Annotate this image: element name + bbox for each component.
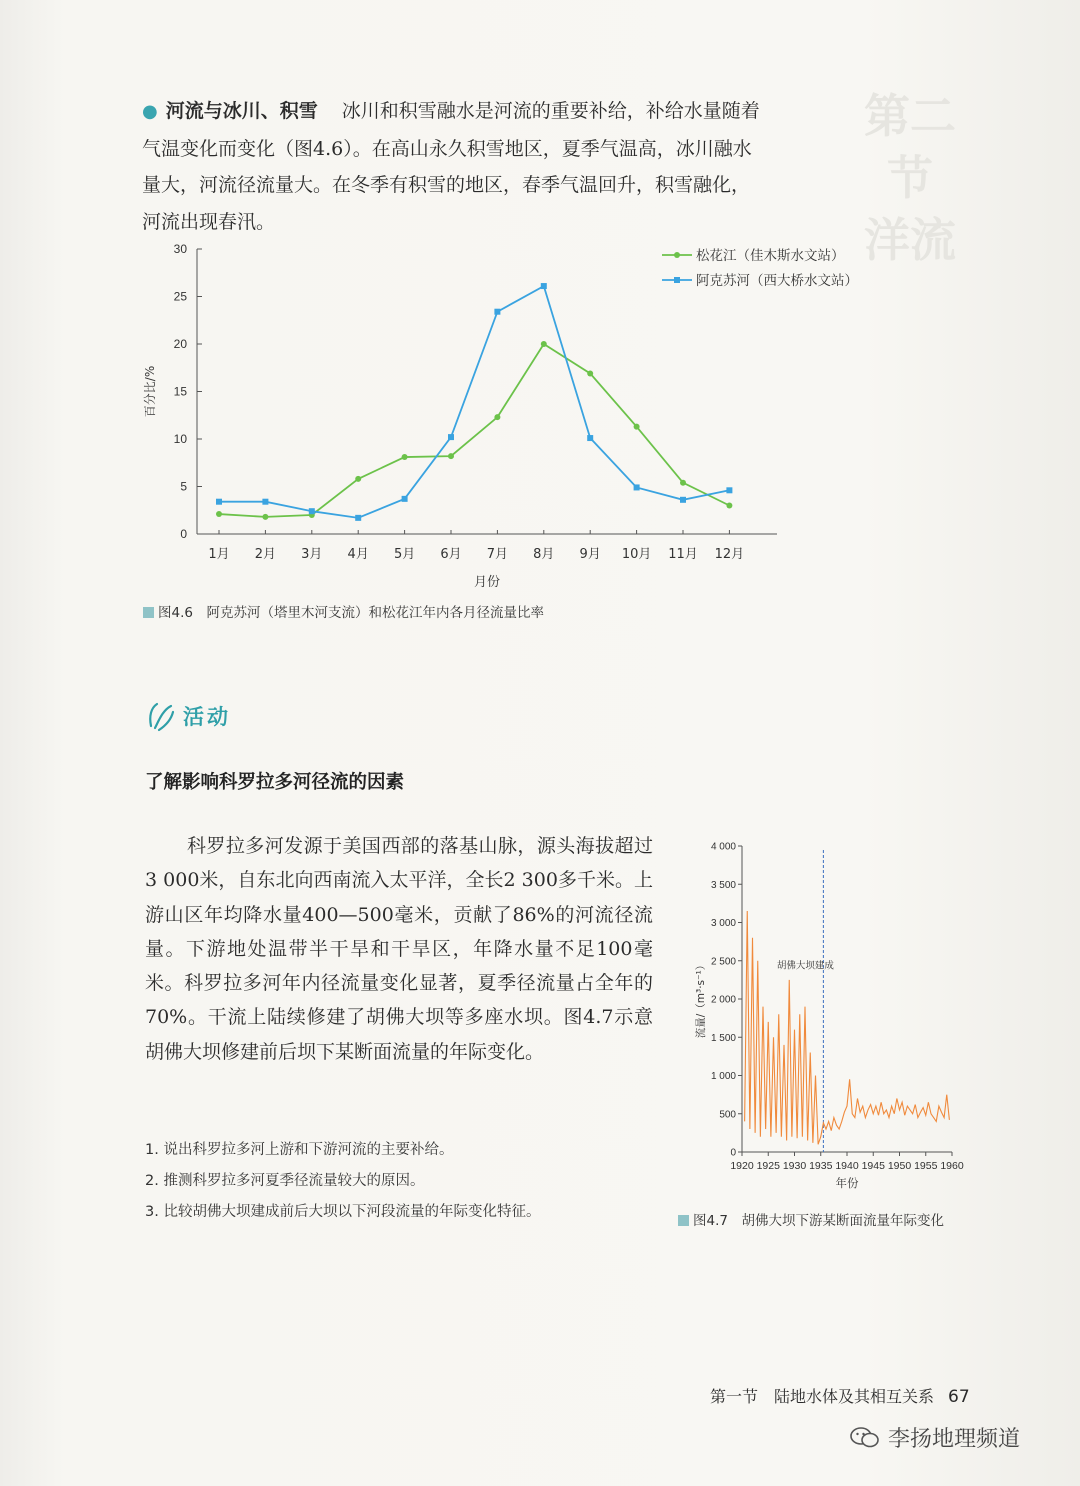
activity-icon — [145, 700, 177, 732]
x-tick-label: 1960 — [940, 1160, 964, 1172]
x-tick-label: 1945 — [861, 1160, 885, 1172]
x-tick-label: 7月 — [486, 547, 509, 562]
data-point — [680, 497, 686, 503]
question-item: 3. 比较胡佛大坝建成前后大坝以下河段流量的年际变化特征。 — [145, 1204, 541, 1220]
y-tick-label: 1 500 — [710, 1032, 736, 1044]
data-point — [216, 511, 222, 517]
x-axis-label: 年份 — [835, 1176, 859, 1190]
y-tick-label: 1 000 — [710, 1071, 736, 1082]
x-tick-label: 1930 — [782, 1160, 807, 1172]
x-tick-label: 1920 — [730, 1160, 754, 1172]
data-point — [541, 341, 547, 347]
x-tick-label: 3月 — [301, 547, 323, 562]
x-tick-label: 1950 — [887, 1160, 912, 1172]
y-tick-label: 500 — [719, 1109, 736, 1121]
x-tick-label: 11月 — [668, 547, 698, 562]
y-tick-label: 4 000 — [710, 841, 736, 853]
legend-marker — [674, 277, 680, 283]
data-point — [587, 370, 593, 376]
x-tick-label: 1940 — [835, 1160, 859, 1172]
y-tick-label: 15 — [173, 384, 187, 399]
data-point — [355, 476, 361, 482]
x-tick-label: 6月 — [440, 547, 462, 562]
x-tick-label: 4月 — [347, 547, 369, 562]
data-point — [448, 453, 454, 459]
caption-marker-icon — [143, 607, 154, 618]
legend-marker — [674, 252, 680, 258]
question-item: 1. 说出科罗拉多河上游和下游河流的主要补给。 — [145, 1142, 454, 1158]
x-tick-label: 12月 — [714, 547, 745, 562]
data-point — [541, 283, 547, 289]
ghost-title-showthrough: 第二节 洋流 — [864, 89, 956, 267]
x-tick-label: 1925 — [756, 1160, 780, 1172]
x-tick-label: 1955 — [914, 1160, 938, 1172]
watermark-text: 李扬地理频道 — [888, 1427, 1021, 1452]
data-point — [587, 435, 593, 441]
dam-annotation-label: 胡佛大坝建成 — [776, 960, 834, 972]
bullet-icon: ● — [142, 101, 158, 122]
data-point — [262, 514, 268, 520]
activity-paragraph: 科罗拉多河发源于美国西部的落基山脉，源头海拔超过3 000米，自东北向西南流入太平洋，全长2 300多千米。上游山区年均降水量400—500毫米，贡献了86%的河流径流量。下游地处温带半干旱和干旱区，年降水量不足100毫米。科罗拉多河年内径流量变化显著，夏季径流量占全年的70%。干流上陆续修建了胡佛大坝等多座水坝。图4.7示意胡佛大坝修建前后坝下某断面流量的年际变化。 — [145, 835, 653, 1063]
data-point — [726, 487, 732, 493]
x-tick-label: 9月 — [579, 547, 601, 562]
data-point — [402, 496, 408, 502]
data-point — [494, 414, 500, 420]
figure-4-6-caption: 图4.6 阿克苏河（塔里木河支流）和松花江年内各月径流量比率 — [143, 601, 544, 621]
y-tick-label: 10 — [173, 432, 187, 446]
data-point — [309, 508, 315, 514]
footer-section-title: 第一节 陆地水体及其相互关系 — [710, 1387, 935, 1406]
data-point — [726, 503, 732, 509]
y-tick-label: 0 — [730, 1147, 736, 1159]
y-tick-label: 0 — [180, 527, 187, 541]
section-heading: 河流与冰川、积雪 — [165, 100, 318, 122]
y-tick-label: 5 — [180, 479, 187, 494]
section-paragraph — [142, 93, 762, 240]
y-axis-label: 流量/（m³·s⁻¹） — [695, 959, 707, 1039]
series-line-1 — [219, 286, 729, 518]
section-text: 冰川和积雪融水是河流的重要补给，补给水量随着气温变化而变化（图4.6）。在高山永久积雪地区，夏季气温高，冰川融水量大，河流径流量大。在冬季有积雪的地区，春季气温回升，积雪融化，河流出现春汛。 — [142, 100, 760, 233]
data-point — [355, 515, 361, 521]
y-tick-label: 2 500 — [710, 956, 736, 968]
x-tick-label: 1935 — [809, 1160, 833, 1172]
legend-label: 松花江（佳木斯水文站） — [696, 248, 845, 264]
activity-subheading: 了解影响科罗拉多河径流的因素 — [145, 772, 405, 793]
x-tick-label: 10月 — [621, 547, 652, 562]
data-point — [448, 434, 454, 440]
data-point — [262, 499, 268, 505]
page-footer — [710, 1384, 970, 1407]
x-axis-label: 月份 — [473, 575, 501, 590]
activity-header — [145, 700, 231, 732]
y-tick-label: 2 000 — [710, 994, 736, 1006]
hoover-dam-flow-chart — [688, 830, 973, 1200]
y-tick-label: 3 500 — [710, 879, 736, 891]
data-point — [634, 424, 640, 430]
y-tick-label: 20 — [173, 337, 187, 351]
data-point — [216, 499, 222, 505]
x-tick-label: 5月 — [393, 547, 416, 562]
data-point — [680, 480, 686, 486]
y-axis-label: 百分比/% — [143, 365, 157, 418]
flow-series-line-0 — [745, 911, 950, 1144]
question-list — [145, 1135, 540, 1228]
x-tick-label: 8月 — [533, 547, 555, 562]
page-number: 67 — [948, 1387, 970, 1407]
y-tick-label: 30 — [173, 242, 187, 256]
activity-label: 活动 — [183, 705, 231, 729]
data-point — [634, 484, 640, 490]
question-item: 2. 推测科罗拉多河夏季径流量较大的原因。 — [145, 1173, 425, 1189]
data-point — [402, 454, 408, 460]
data-point — [494, 309, 500, 315]
caption-marker-icon — [678, 1215, 689, 1226]
watermark — [850, 1422, 1020, 1453]
wechat-icon — [850, 1426, 880, 1450]
monthly-runoff-chart — [140, 235, 858, 590]
figure-4-7-caption: 图4.7 胡佛大坝下游某断面流量年际变化 — [678, 1209, 944, 1229]
x-tick-label: 1月 — [208, 547, 230, 562]
x-tick-label: 2月 — [254, 547, 277, 562]
y-tick-label: 25 — [173, 289, 187, 304]
legend-label: 阿克苏河（西大桥水文站） — [696, 273, 858, 289]
y-tick-label: 3 000 — [710, 918, 736, 929]
